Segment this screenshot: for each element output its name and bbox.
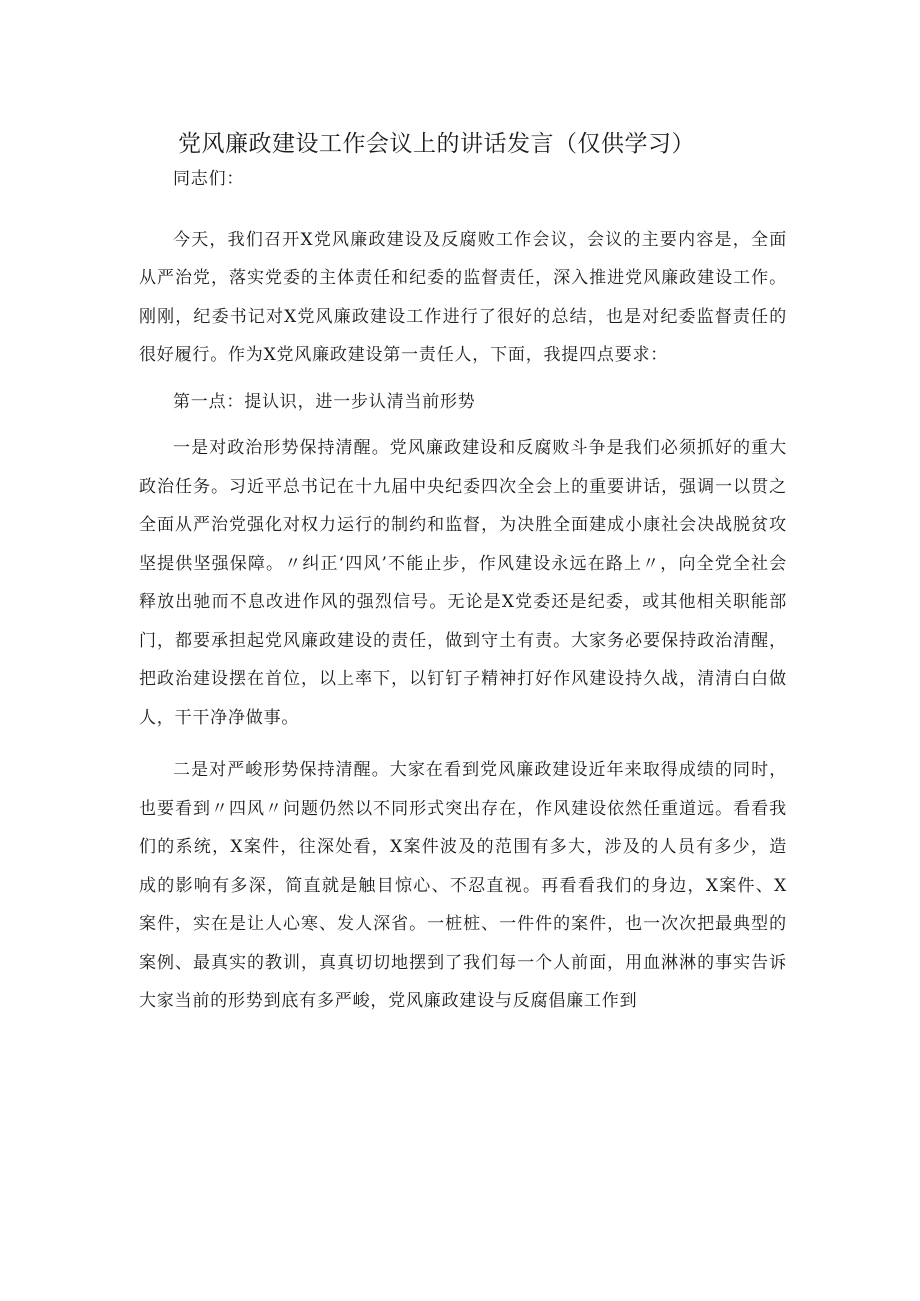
point-one-paragraph: 一是对政治形势保持清醒。党风廉政建设和反腐败斗争是我们必须抓好的重大政治任务。习近平总书记在十九届中央纪委四次全会上的重要讲话，强调一以贯之全面从严治党强化对权力运行的制约和监督，为决胜全面建成小康社会决战脱贫攻坚提供坚强保障。〃纠正‘四风’不能止步，作风建设永远在路上〃，向全党全社会释放出驰而不息改进作风的强烈信号。无论是X党委还是纪委，或其他相关职能部门，都要承担起党风廉政建设的责任，做到守土有责。大家务必要保持政治清醒，把政治建设摆在首位，以上率下，以钉钉子精神打好作风建设持久战，清清白白做人，干干净净做事。 (139, 438, 787, 728)
point-two-paragraph: 二是对严峻形势保持清醒。大家在看到党风廉政建设近年来取得成绩的同时，也要看到〃四风〃问题仍然以不同形式突出存在，作风建设依然任重道远。看看我们的系统，X案件，往深处看，X案件波及的范围有多大，涉及的人员有多少，造成的影响有多深，简直就是触目惊心、不忍直视。再看看我们的身边，X案件、X案件，实在是让人心寒、发人深省。一桩桩、一件件的案件，也一次次把最典型的案例、最真实的教训，真真切切地摆到了我们每一个人前面，用血淋淋的事实告诉大家当前的形势到底有多严峻，党风廉政建设与反腐倡廉工作到 (139, 760, 787, 1011)
document-title: 党风廉政建设工作会议上的讲话发言（仅供学习） (178, 131, 695, 157)
greeting-paragraph: 同志们： (173, 169, 245, 189)
section-heading: 第一点：提认识，进一步认清当前形势 (173, 391, 476, 412)
intro-paragraph: 今天，我们召开X党风廉政建设及反腐败工作会议，会议的主要内容是，全面从严治党，落实党委的主体责任和纪委的监督责任，深入推进党风廉政建设工作。刚刚，纪委书记对X党风廉政建设工作进行了很好的总结，也是对纪委监督责任的很好履行。作为X党风廉政建设第一责任人，下面，我提四点要求： (139, 229, 787, 365)
document-body (139, 160, 787, 1021)
